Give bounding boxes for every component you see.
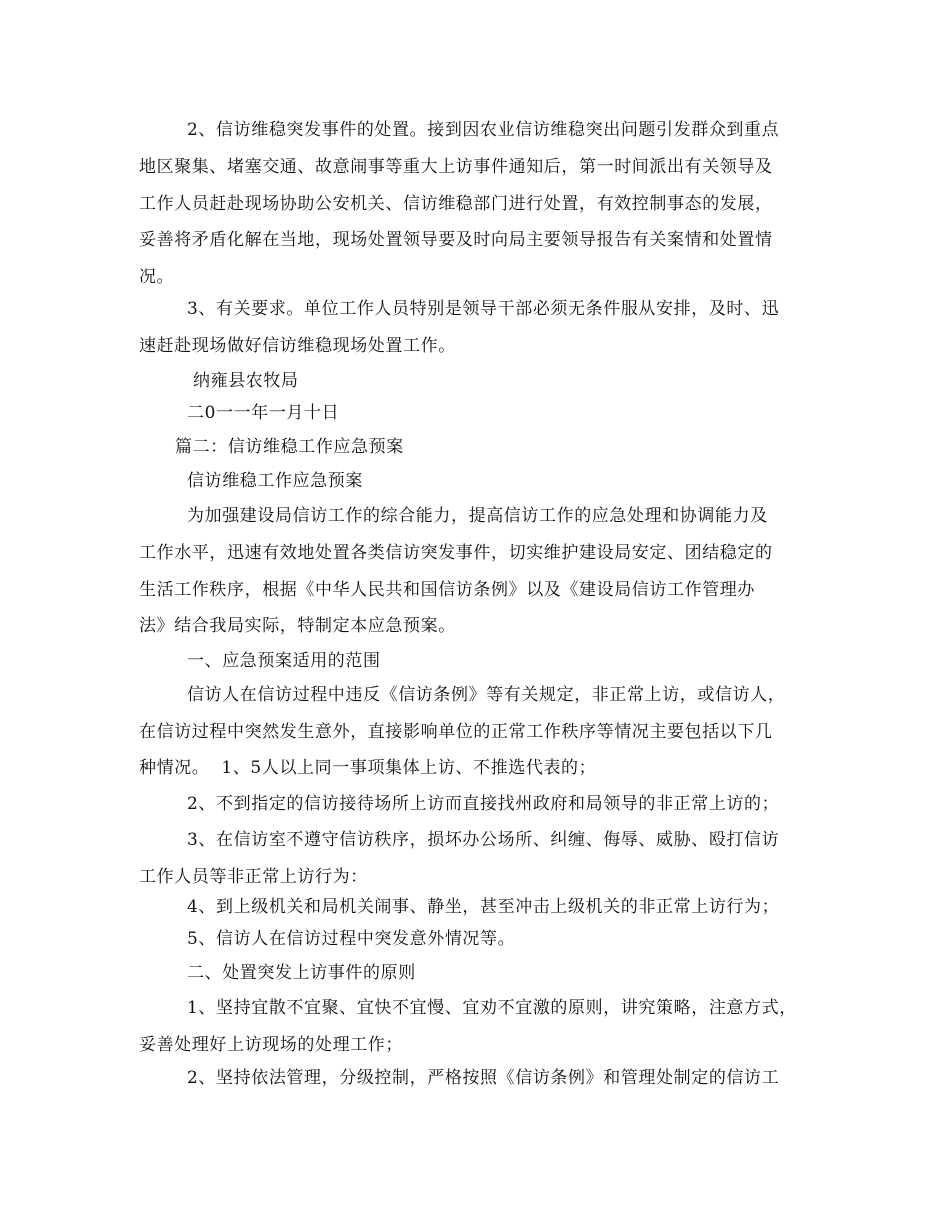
text-line: 2、信访维稳突发事件的处置。接到因农业信访维稳突出问题引发群众到重点 — [187, 120, 780, 140]
text-line: 2、坚持依法管理，分级控制，严格按照《信访条例》和管理处制定的信访工 — [187, 1068, 780, 1088]
subheading: 二、处置突发上访事件的原则 — [187, 963, 416, 983]
document-title: 信访维稳工作应急预案 — [187, 471, 363, 491]
text-line: 1、坚持宜散不宜聚、宜快不宜慢、宜劝不宜激的原则，讲究策略，注意方式， — [187, 998, 797, 1018]
text-line: 5、信访人在信访过程中突发意外情况等。 — [187, 929, 516, 949]
text-line: 速赶赴现场做好信访维稳现场处置工作。 — [139, 336, 456, 356]
text-line: 况。 — [139, 267, 175, 287]
text-line: 种情况。 1、5人以上同一事项集体上访、不推选代表的； — [139, 758, 597, 778]
text-line: 3、在信访室不遵守信访秩序，损坏办公场所、纠缠、侮辱、威胁、殴打信访 — [187, 830, 780, 850]
text-line: 生活工作秩序，根据《中华人民共和国信访条例》以及《建设局信访工作管理办 — [139, 580, 755, 600]
text-line: 妥善将矛盾化解在当地，现场处置领导要及时向局主要领导报告有关案情和处置情 — [139, 230, 773, 250]
text-line: 3、有关要求。单位工作人员特别是领导干部必须无条件服从安排，及时、迅 — [187, 299, 780, 319]
text-line: 为加强建设局信访工作的综合能力，提高信访工作的应急处理和协调能力及 — [187, 506, 768, 526]
text-line: 4、到上级机关和局机关闹事、静坐，甚至冲击上级机关的非正常上访行为； — [187, 897, 780, 917]
text-line: 在信访过程中突然发生意外，直接影响单位的正常工作秩序等情况主要包括以下几 — [139, 722, 773, 742]
signature-organization: 纳雍县农牧局 — [193, 371, 299, 391]
text-line: 工作人员等非正常上访行为： — [139, 867, 368, 887]
text-line: 工作人员赶赴现场协助公安机关、信访维稳部门进行处置，有效控制事态的发展， — [139, 194, 773, 214]
text-line: 信访人在信访过程中违反《信访条例》等有关规定，非正常上访，或信访人， — [187, 685, 786, 705]
text-line: 2、不到指定的信访接待场所上访而直接找州政府和局领导的非正常上访的； — [187, 794, 780, 814]
text-line: 地区聚集、堵塞交通、故意闹事等重大上访事件通知后，第一时间派出有关领导及 — [139, 157, 773, 177]
text-line: 工作水平，迅速有效地处置各类信访突发事件，切实维护建设局安定、团结稳定的 — [139, 543, 773, 563]
section-heading: 篇二：信访维稳工作应急预案 — [175, 437, 404, 457]
subheading: 一、应急预案适用的范围 — [187, 651, 381, 671]
text-line: 法》结合我局实际，特制定本应急预案。 — [139, 616, 456, 636]
text-line: 妥善处理好上访现场的处理工作； — [139, 1035, 403, 1055]
signature-date: 二0一一年一月十日 — [187, 403, 340, 423]
